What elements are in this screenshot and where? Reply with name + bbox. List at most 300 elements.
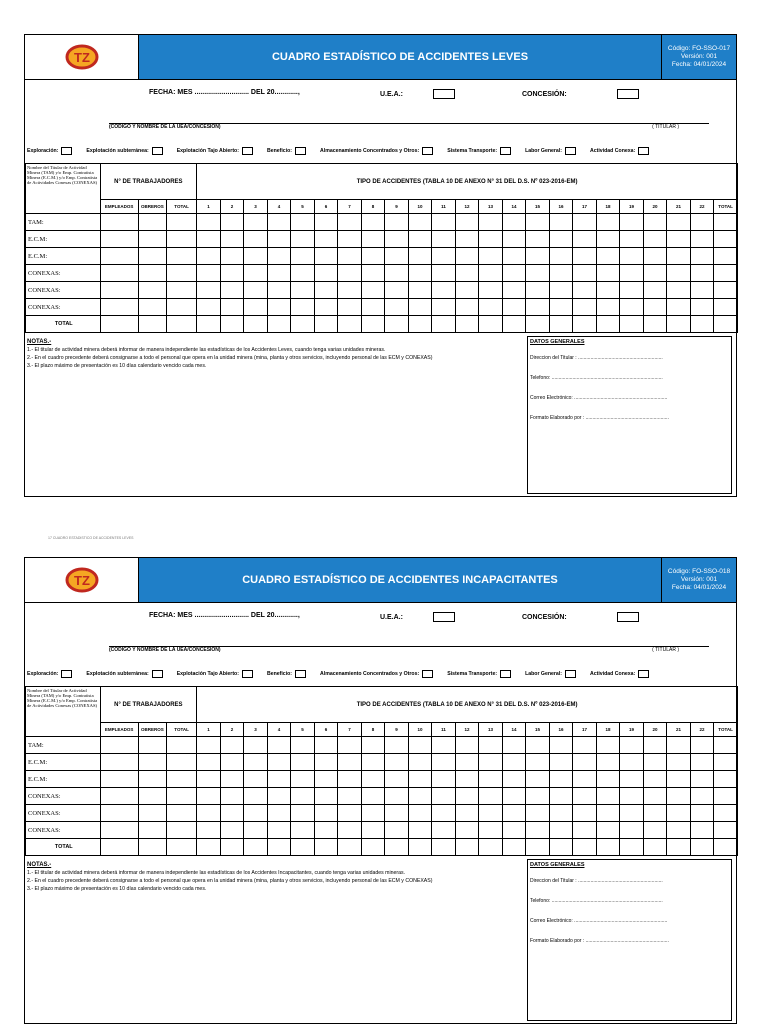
table-cell[interactable]: [408, 299, 432, 316]
table-cell[interactable]: [690, 231, 714, 248]
table-cell[interactable]: [100, 265, 138, 282]
table-cell[interactable]: [361, 788, 385, 805]
table-cell[interactable]: [314, 788, 338, 805]
table-cell[interactable]: [526, 299, 550, 316]
table-cell[interactable]: [549, 248, 573, 265]
table-cell[interactable]: [361, 265, 385, 282]
table-cell[interactable]: [526, 788, 550, 805]
table-cell[interactable]: [620, 248, 644, 265]
table-cell[interactable]: [690, 788, 714, 805]
activity-checkbox-6[interactable]: [565, 670, 576, 678]
table-cell[interactable]: [244, 788, 268, 805]
table-cell[interactable]: [385, 754, 409, 771]
table-cell[interactable]: [643, 282, 667, 299]
table-cell[interactable]: [166, 231, 196, 248]
table-cell[interactable]: [667, 771, 691, 788]
table-cell[interactable]: [526, 282, 550, 299]
table-cell[interactable]: [291, 737, 315, 754]
table-cell[interactable]: [573, 316, 597, 333]
table-cell[interactable]: [667, 231, 691, 248]
table-cell[interactable]: [479, 231, 503, 248]
table-cell[interactable]: [667, 299, 691, 316]
table-cell[interactable]: [267, 282, 291, 299]
table-cell[interactable]: [338, 299, 362, 316]
table-cell[interactable]: [100, 214, 138, 231]
table-cell[interactable]: [502, 316, 526, 333]
table-cell[interactable]: [267, 805, 291, 822]
table-cell[interactable]: [138, 265, 166, 282]
table-cell[interactable]: [314, 231, 338, 248]
table-cell[interactable]: [455, 822, 479, 839]
table-cell[interactable]: [714, 805, 738, 822]
table-cell[interactable]: [385, 265, 409, 282]
table-cell[interactable]: [100, 822, 138, 839]
table-cell[interactable]: [643, 822, 667, 839]
table-cell[interactable]: [166, 822, 196, 839]
table-cell[interactable]: [244, 316, 268, 333]
table-cell[interactable]: [667, 214, 691, 231]
table-cell[interactable]: [267, 839, 291, 856]
table-cell[interactable]: [291, 839, 315, 856]
table-cell[interactable]: [291, 805, 315, 822]
table-cell[interactable]: [166, 839, 196, 856]
table-cell[interactable]: [100, 754, 138, 771]
table-cell[interactable]: [267, 822, 291, 839]
table-cell[interactable]: [408, 822, 432, 839]
table-cell[interactable]: [244, 771, 268, 788]
activity-checkbox-4[interactable]: [422, 147, 433, 155]
table-cell[interactable]: [244, 282, 268, 299]
table-cell[interactable]: [573, 231, 597, 248]
table-cell[interactable]: [267, 248, 291, 265]
table-cell[interactable]: [314, 265, 338, 282]
table-cell[interactable]: [432, 231, 456, 248]
table-cell[interactable]: [197, 805, 221, 822]
activity-checkbox-4[interactable]: [422, 670, 433, 678]
table-cell[interactable]: [338, 282, 362, 299]
table-cell[interactable]: [526, 316, 550, 333]
table-cell[interactable]: [291, 299, 315, 316]
table-cell[interactable]: [667, 788, 691, 805]
table-cell[interactable]: [385, 737, 409, 754]
table-cell[interactable]: [361, 771, 385, 788]
table-cell[interactable]: [573, 805, 597, 822]
activity-checkbox-7[interactable]: [638, 670, 649, 678]
table-cell[interactable]: [549, 265, 573, 282]
table-cell[interactable]: [573, 737, 597, 754]
table-cell[interactable]: [714, 839, 738, 856]
table-cell[interactable]: [197, 754, 221, 771]
table-cell[interactable]: [502, 299, 526, 316]
table-cell[interactable]: [361, 214, 385, 231]
table-cell[interactable]: [667, 805, 691, 822]
table-cell[interactable]: [643, 265, 667, 282]
table-cell[interactable]: [479, 737, 503, 754]
table-cell[interactable]: [502, 822, 526, 839]
table-cell[interactable]: [314, 316, 338, 333]
table-cell[interactable]: [220, 265, 244, 282]
table-cell[interactable]: [197, 822, 221, 839]
table-cell[interactable]: [714, 754, 738, 771]
table-cell[interactable]: [667, 265, 691, 282]
activity-checkbox-1[interactable]: [152, 147, 163, 155]
table-cell[interactable]: [267, 771, 291, 788]
table-cell[interactable]: [244, 839, 268, 856]
table-cell[interactable]: [643, 248, 667, 265]
table-cell[interactable]: [620, 737, 644, 754]
activity-checkbox-2[interactable]: [242, 147, 253, 155]
table-cell[interactable]: [314, 805, 338, 822]
table-cell[interactable]: [643, 754, 667, 771]
table-cell[interactable]: [197, 265, 221, 282]
table-cell[interactable]: [549, 299, 573, 316]
table-cell[interactable]: [291, 214, 315, 231]
table-cell[interactable]: [244, 265, 268, 282]
table-cell[interactable]: [166, 805, 196, 822]
table-cell[interactable]: [455, 788, 479, 805]
table-cell[interactable]: [549, 754, 573, 771]
table-cell[interactable]: [526, 265, 550, 282]
table-cell[interactable]: [197, 214, 221, 231]
table-cell[interactable]: [385, 788, 409, 805]
concesion-box[interactable]: [617, 612, 639, 622]
table-cell[interactable]: [432, 788, 456, 805]
table-cell[interactable]: [690, 839, 714, 856]
table-cell[interactable]: [502, 754, 526, 771]
table-cell[interactable]: [526, 737, 550, 754]
table-cell[interactable]: [596, 822, 620, 839]
table-cell[interactable]: [714, 822, 738, 839]
table-cell[interactable]: [166, 214, 196, 231]
table-cell[interactable]: [100, 316, 138, 333]
table-cell[interactable]: [455, 805, 479, 822]
table-cell[interactable]: [502, 214, 526, 231]
table-cell[interactable]: [244, 248, 268, 265]
table-cell[interactable]: [291, 316, 315, 333]
table-cell[interactable]: [549, 214, 573, 231]
table-cell[interactable]: [197, 737, 221, 754]
table-cell[interactable]: [338, 839, 362, 856]
table-cell[interactable]: [620, 839, 644, 856]
table-cell[interactable]: [479, 754, 503, 771]
table-cell[interactable]: [455, 771, 479, 788]
table-cell[interactable]: [220, 754, 244, 771]
table-cell[interactable]: [338, 822, 362, 839]
table-cell[interactable]: [596, 316, 620, 333]
table-cell[interactable]: [197, 248, 221, 265]
activity-checkbox-1[interactable]: [152, 670, 163, 678]
table-cell[interactable]: [166, 282, 196, 299]
table-cell[interactable]: [220, 214, 244, 231]
table-cell[interactable]: [667, 754, 691, 771]
table-cell[interactable]: [620, 805, 644, 822]
table-cell[interactable]: [408, 737, 432, 754]
table-cell[interactable]: [166, 316, 196, 333]
table-cell[interactable]: [502, 282, 526, 299]
table-cell[interactable]: [314, 737, 338, 754]
table-cell[interactable]: [643, 231, 667, 248]
table-cell[interactable]: [432, 265, 456, 282]
uea-box[interactable]: [433, 612, 455, 622]
table-cell[interactable]: [314, 771, 338, 788]
table-cell[interactable]: [455, 316, 479, 333]
table-cell[interactable]: [100, 299, 138, 316]
table-cell[interactable]: [526, 214, 550, 231]
table-cell[interactable]: [432, 754, 456, 771]
table-cell[interactable]: [220, 805, 244, 822]
table-cell[interactable]: [100, 788, 138, 805]
table-cell[interactable]: [138, 788, 166, 805]
table-cell[interactable]: [643, 214, 667, 231]
table-cell[interactable]: [138, 299, 166, 316]
table-cell[interactable]: [714, 737, 738, 754]
table-cell[interactable]: [596, 265, 620, 282]
table-cell[interactable]: [643, 805, 667, 822]
table-cell[interactable]: [338, 265, 362, 282]
table-cell[interactable]: [220, 788, 244, 805]
table-cell[interactable]: [690, 754, 714, 771]
table-cell[interactable]: [643, 316, 667, 333]
table-cell[interactable]: [432, 214, 456, 231]
table-cell[interactable]: [338, 788, 362, 805]
table-cell[interactable]: [197, 231, 221, 248]
table-cell[interactable]: [361, 282, 385, 299]
table-cell[interactable]: [432, 805, 456, 822]
table-cell[interactable]: [408, 231, 432, 248]
table-cell[interactable]: [667, 282, 691, 299]
table-cell[interactable]: [479, 299, 503, 316]
table-cell[interactable]: [479, 822, 503, 839]
table-cell[interactable]: [596, 805, 620, 822]
table-cell[interactable]: [479, 771, 503, 788]
table-cell[interactable]: [220, 282, 244, 299]
table-cell[interactable]: [138, 214, 166, 231]
table-cell[interactable]: [549, 771, 573, 788]
activity-checkbox-7[interactable]: [638, 147, 649, 155]
table-cell[interactable]: [361, 805, 385, 822]
table-cell[interactable]: [667, 822, 691, 839]
table-cell[interactable]: [166, 771, 196, 788]
table-cell[interactable]: [338, 316, 362, 333]
table-cell[interactable]: [502, 265, 526, 282]
table-cell[interactable]: [338, 805, 362, 822]
table-cell[interactable]: [361, 231, 385, 248]
table-cell[interactable]: [291, 231, 315, 248]
table-cell[interactable]: [432, 822, 456, 839]
table-cell[interactable]: [620, 231, 644, 248]
table-cell[interactable]: [385, 839, 409, 856]
table-cell[interactable]: [455, 754, 479, 771]
table-cell[interactable]: [338, 248, 362, 265]
table-cell[interactable]: [361, 839, 385, 856]
table-cell[interactable]: [690, 316, 714, 333]
table-cell[interactable]: [291, 282, 315, 299]
table-cell[interactable]: [267, 231, 291, 248]
table-cell[interactable]: [138, 737, 166, 754]
table-cell[interactable]: [244, 822, 268, 839]
table-cell[interactable]: [432, 316, 456, 333]
activity-checkbox-3[interactable]: [295, 670, 306, 678]
table-cell[interactable]: [549, 737, 573, 754]
table-cell[interactable]: [573, 299, 597, 316]
table-cell[interactable]: [166, 737, 196, 754]
table-cell[interactable]: [100, 282, 138, 299]
uea-box[interactable]: [433, 89, 455, 99]
activity-checkbox-3[interactable]: [295, 147, 306, 155]
table-cell[interactable]: [267, 265, 291, 282]
table-cell[interactable]: [220, 771, 244, 788]
table-cell[interactable]: [549, 316, 573, 333]
table-cell[interactable]: [197, 771, 221, 788]
table-cell[interactable]: [166, 788, 196, 805]
table-cell[interactable]: [573, 265, 597, 282]
table-cell[interactable]: [432, 299, 456, 316]
table-cell[interactable]: [502, 231, 526, 248]
table-cell[interactable]: [338, 754, 362, 771]
table-cell[interactable]: [643, 737, 667, 754]
table-cell[interactable]: [197, 299, 221, 316]
table-cell[interactable]: [166, 248, 196, 265]
table-cell[interactable]: [549, 231, 573, 248]
table-cell[interactable]: [690, 282, 714, 299]
table-cell[interactable]: [338, 737, 362, 754]
activity-checkbox-6[interactable]: [565, 147, 576, 155]
activity-checkbox-2[interactable]: [242, 670, 253, 678]
table-cell[interactable]: [573, 771, 597, 788]
table-cell[interactable]: [479, 214, 503, 231]
table-cell[interactable]: [549, 805, 573, 822]
table-cell[interactable]: [455, 248, 479, 265]
table-cell[interactable]: [338, 771, 362, 788]
table-cell[interactable]: [690, 299, 714, 316]
table-cell[interactable]: [361, 316, 385, 333]
table-cell[interactable]: [455, 299, 479, 316]
table-cell[interactable]: [138, 805, 166, 822]
table-cell[interactable]: [502, 805, 526, 822]
table-cell[interactable]: [408, 282, 432, 299]
table-cell[interactable]: [291, 788, 315, 805]
table-cell[interactable]: [690, 737, 714, 754]
table-cell[interactable]: [100, 839, 138, 856]
table-cell[interactable]: [479, 839, 503, 856]
table-cell[interactable]: [643, 771, 667, 788]
table-cell[interactable]: [267, 754, 291, 771]
table-cell[interactable]: [596, 771, 620, 788]
table-cell[interactable]: [526, 771, 550, 788]
table-cell[interactable]: [714, 788, 738, 805]
table-cell[interactable]: [138, 316, 166, 333]
table-cell[interactable]: [620, 214, 644, 231]
table-cell[interactable]: [166, 265, 196, 282]
table-cell[interactable]: [667, 316, 691, 333]
table-cell[interactable]: [620, 822, 644, 839]
table-cell[interactable]: [596, 214, 620, 231]
table-cell[interactable]: [385, 248, 409, 265]
activity-checkbox-0[interactable]: [61, 147, 72, 155]
table-cell[interactable]: [197, 282, 221, 299]
table-cell[interactable]: [502, 839, 526, 856]
table-cell[interactable]: [361, 737, 385, 754]
concesion-box[interactable]: [617, 89, 639, 99]
table-cell[interactable]: [291, 822, 315, 839]
activity-checkbox-0[interactable]: [61, 670, 72, 678]
table-cell[interactable]: [714, 771, 738, 788]
table-cell[interactable]: [526, 231, 550, 248]
table-cell[interactable]: [408, 754, 432, 771]
table-cell[interactable]: [166, 754, 196, 771]
table-cell[interactable]: [220, 248, 244, 265]
table-cell[interactable]: [596, 839, 620, 856]
table-cell[interactable]: [385, 299, 409, 316]
table-cell[interactable]: [596, 248, 620, 265]
table-cell[interactable]: [267, 214, 291, 231]
table-cell[interactable]: [197, 788, 221, 805]
table-cell[interactable]: [667, 839, 691, 856]
table-cell[interactable]: [549, 788, 573, 805]
table-cell[interactable]: [291, 248, 315, 265]
table-cell[interactable]: [714, 299, 738, 316]
table-cell[interactable]: [573, 822, 597, 839]
table-cell[interactable]: [408, 265, 432, 282]
table-cell[interactable]: [138, 282, 166, 299]
table-cell[interactable]: [385, 231, 409, 248]
table-cell[interactable]: [291, 771, 315, 788]
table-cell[interactable]: [714, 248, 738, 265]
table-cell[interactable]: [244, 754, 268, 771]
table-cell[interactable]: [620, 316, 644, 333]
table-cell[interactable]: [100, 771, 138, 788]
table-cell[interactable]: [408, 771, 432, 788]
table-cell[interactable]: [714, 316, 738, 333]
table-cell[interactable]: [432, 282, 456, 299]
table-cell[interactable]: [502, 248, 526, 265]
table-cell[interactable]: [573, 214, 597, 231]
table-cell[interactable]: [408, 839, 432, 856]
table-cell[interactable]: [314, 214, 338, 231]
table-cell[interactable]: [690, 248, 714, 265]
table-cell[interactable]: [220, 737, 244, 754]
table-cell[interactable]: [138, 839, 166, 856]
table-cell[interactable]: [620, 265, 644, 282]
table-cell[interactable]: [138, 231, 166, 248]
table-cell[interactable]: [361, 754, 385, 771]
table-cell[interactable]: [197, 316, 221, 333]
table-cell[interactable]: [596, 788, 620, 805]
table-cell[interactable]: [267, 299, 291, 316]
table-cell[interactable]: [479, 805, 503, 822]
table-cell[interactable]: [526, 754, 550, 771]
table-cell[interactable]: [338, 231, 362, 248]
table-cell[interactable]: [291, 754, 315, 771]
table-cell[interactable]: [690, 265, 714, 282]
table-cell[interactable]: [314, 248, 338, 265]
table-cell[interactable]: [314, 299, 338, 316]
table-cell[interactable]: [596, 299, 620, 316]
table-cell[interactable]: [479, 788, 503, 805]
table-cell[interactable]: [502, 771, 526, 788]
table-cell[interactable]: [573, 788, 597, 805]
table-cell[interactable]: [455, 282, 479, 299]
table-cell[interactable]: [100, 737, 138, 754]
table-cell[interactable]: [526, 839, 550, 856]
table-cell[interactable]: [549, 282, 573, 299]
table-cell[interactable]: [432, 839, 456, 856]
table-cell[interactable]: [267, 788, 291, 805]
table-cell[interactable]: [220, 316, 244, 333]
table-cell[interactable]: [220, 839, 244, 856]
table-cell[interactable]: [432, 771, 456, 788]
table-cell[interactable]: [385, 771, 409, 788]
